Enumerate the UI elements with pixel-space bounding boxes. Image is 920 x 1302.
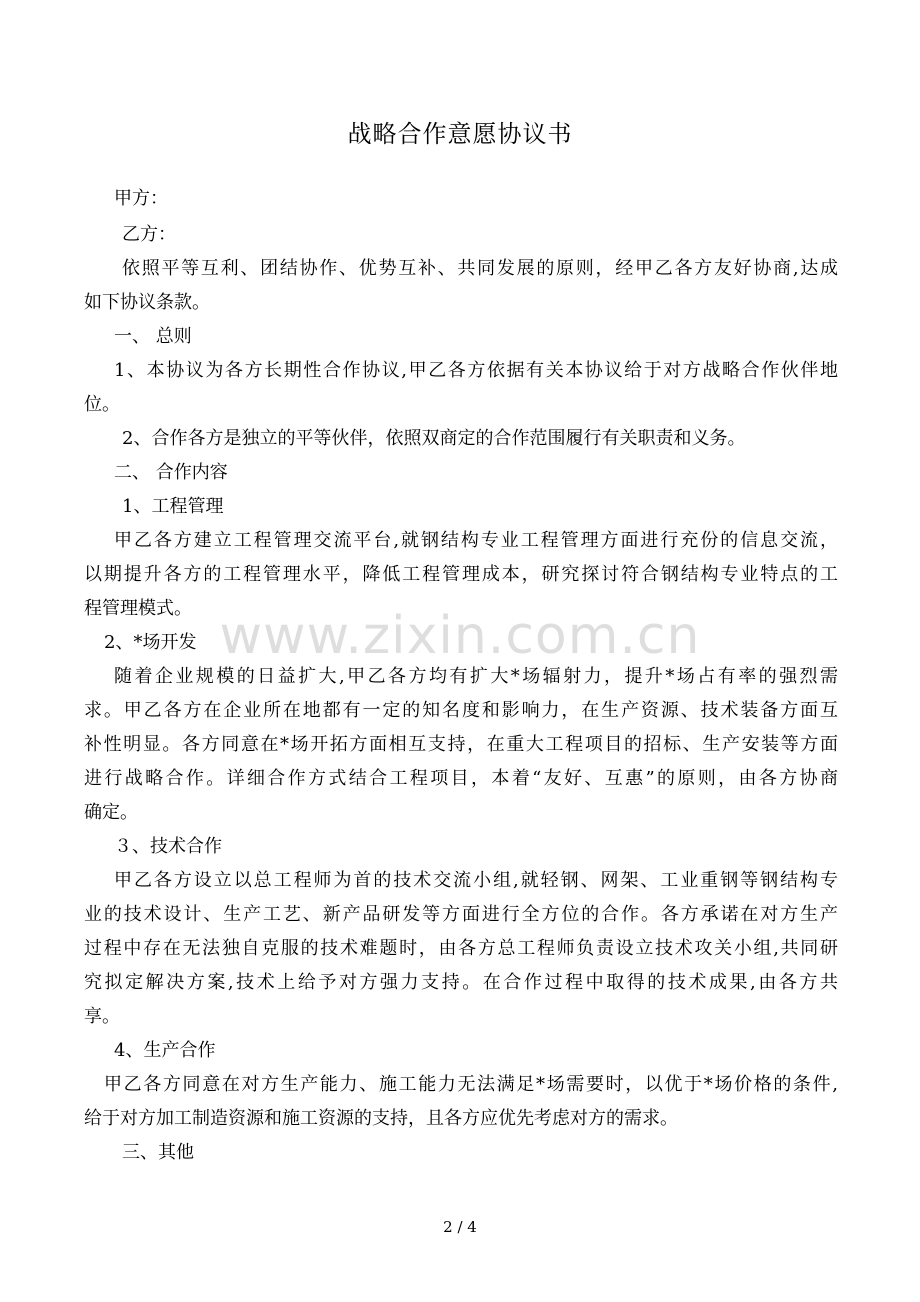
market-paragraph-line-3: 补性明显。各方同意在*场开拓方面相互支持，在重大工程项目的招标、生产安装等方面 <box>84 734 838 755</box>
production-paragraph-line-1: 甲乙各方同意在对方生产能力、施工能力无法满足*场需要时，以优于*场价格的条件, <box>104 1074 838 1095</box>
document-title: 战略合作意愿协议书 <box>347 120 573 148</box>
market-paragraph-line-1: 随着企业规模的日益扩大,甲乙各方均有扩大*场辐射力，提升*场占有率的强烈需 <box>114 666 838 687</box>
technical-paragraph-line-1: 甲乙各方设立以总工程师为首的技术交流小组,就轻钢、网架、工业重钢等钢结构专 <box>114 870 838 891</box>
subheading-engineering-management: 1、工程管理 <box>122 496 224 517</box>
production-paragraph-line-2: 给于对方加工制造资源和施工资源的支持，且各方应优先考虑对方的需求。 <box>84 1108 678 1129</box>
intro-paragraph-line-1: 依照平等互利、团结协作、优势互补、共同发展的原则，经甲乙各方友好协商,达成 <box>122 258 838 279</box>
subheading-production-cooperation: 4、生产合作 <box>114 1040 216 1061</box>
subheading-market-development: 2、*场开发 <box>104 632 197 653</box>
technical-paragraph-line-5: 享。 <box>84 1006 120 1027</box>
intro-paragraph-line-2: 如下协议条款。 <box>84 292 210 313</box>
market-paragraph-line-4: 进行战略合作。详细合作方式结合工程项目，本着“友好、互惠”的原则，由各方协商 <box>84 768 838 789</box>
technical-paragraph-line-4: 究拟定解决方案,技术上给予对方强力支持。在合作过程中取得的技术成果,由各方共 <box>84 972 838 993</box>
general-clause-1-line-1: 1、本协议为各方长期性合作协议,甲乙各方依据有关本协议给于对方战略合作伙伴地 <box>114 360 838 381</box>
subheading-technical-cooperation: ３、技术合作 <box>114 836 222 857</box>
watermark: www.zixin.com.cn <box>219 606 701 666</box>
party-a-label: 甲方： <box>114 188 168 209</box>
section-heading-general: 一、 总则 <box>114 326 192 347</box>
technical-paragraph-line-3: 过程中存在无法独自克服的技术难题时，由各方总工程师负责设立技术攻关小组,共同研 <box>84 938 838 959</box>
engineering-paragraph-line-3: 程管理模式。 <box>84 598 192 619</box>
section-heading-cooperation: 二、 合作内容 <box>114 462 228 483</box>
engineering-paragraph-line-1: 甲乙各方建立工程管理交流平台,就钢结构专业工程管理方面进行充份的信息交流， <box>114 530 838 551</box>
market-paragraph-line-2: 求。甲乙各方在企业所在地都有一定的知名度和影响力，在生产资源、技术装备方面互 <box>84 700 838 721</box>
party-b-label: 乙方： <box>122 224 176 245</box>
page-number: 2 / 4 <box>443 1218 477 1236</box>
engineering-paragraph-line-2: 以期提升各方的工程管理水平，降低工程管理成本，研究探讨符合钢结构专业特点的工 <box>84 564 838 585</box>
section-heading-other: 三、其他 <box>122 1142 194 1163</box>
general-clause-1-line-2: 位。 <box>84 394 120 415</box>
market-paragraph-line-5: 确定。 <box>84 802 138 823</box>
general-clause-2: 2、合作各方是独立的平等伙伴，依照双商定的合作范围履行有关职责和义务。 <box>122 428 746 449</box>
technical-paragraph-line-2: 业的技术设计、生产工艺、新产品研发等方面进行全方位的合作。各方承诺在对方生产 <box>84 904 838 925</box>
